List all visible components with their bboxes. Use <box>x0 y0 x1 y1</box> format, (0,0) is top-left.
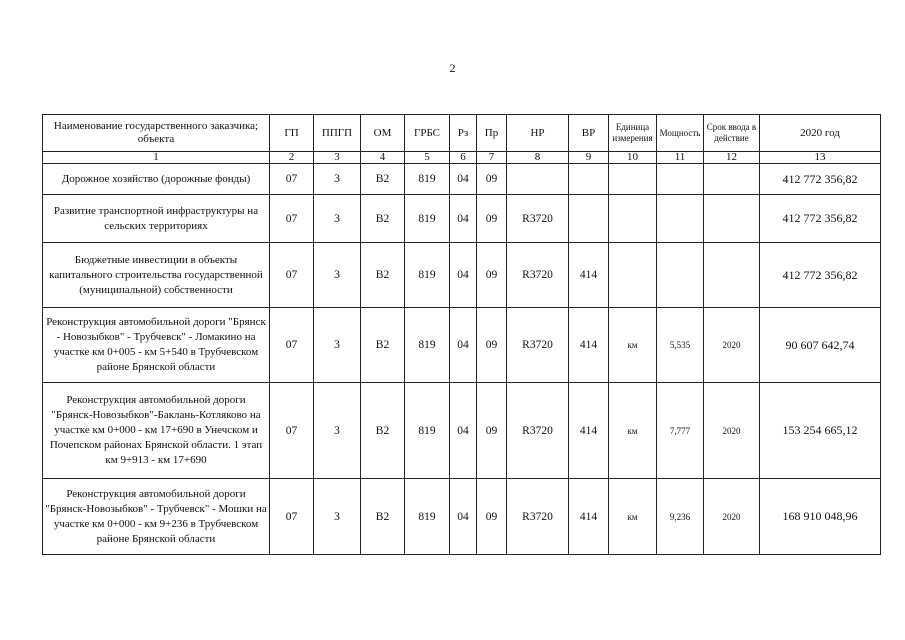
cell-capacity: 5,535 <box>657 308 704 383</box>
column-number: 5 <box>405 152 450 164</box>
cell-nr <box>507 164 569 195</box>
column-number: 12 <box>704 152 760 164</box>
table-row <box>43 383 881 479</box>
cell-amount-2020: 153 254 665,12 <box>760 383 881 479</box>
cell-gp: 07 <box>270 195 314 243</box>
cell-om: В2 <box>361 164 405 195</box>
cell-om: В2 <box>361 243 405 308</box>
cell-grbs: 819 <box>405 308 450 383</box>
table-row <box>43 164 881 195</box>
object-name: Дорожное хозяйство (дорожные фонды) <box>43 164 270 195</box>
header-grbs: ГРБС <box>405 115 450 152</box>
header-capacity: Мощность <box>657 115 704 152</box>
table-row <box>43 308 881 383</box>
cell-pr: 09 <box>477 479 507 555</box>
cell-pr: 09 <box>477 308 507 383</box>
cell-om: В2 <box>361 383 405 479</box>
cell-rz: 04 <box>450 383 477 479</box>
header-vr: ВР <box>569 115 609 152</box>
cell-amount-2020: 412 772 356,82 <box>760 164 881 195</box>
column-number: 6 <box>450 152 477 164</box>
table-row <box>43 243 881 308</box>
cell-rz: 04 <box>450 164 477 195</box>
cell-grbs: 819 <box>405 164 450 195</box>
cell-om: В2 <box>361 308 405 383</box>
object-name: Бюджетные инвестиции в объекты капитального строительства государственной (муниципальной) собственности <box>43 243 270 308</box>
cell-rz: 04 <box>450 195 477 243</box>
header-unit: Единица измерения <box>609 115 657 152</box>
cell-unit <box>609 243 657 308</box>
cell-rz: 04 <box>450 243 477 308</box>
cell-gp: 07 <box>270 479 314 555</box>
column-number: 1 <box>43 152 270 164</box>
cell-rz: 04 <box>450 479 477 555</box>
cell-om: В2 <box>361 479 405 555</box>
cell-ppgp: 3 <box>314 164 361 195</box>
cell-ppgp: 3 <box>314 243 361 308</box>
cell-unit: км <box>609 383 657 479</box>
cell-pr: 09 <box>477 195 507 243</box>
cell-commissioning: 2020 <box>704 308 760 383</box>
header-rz: Рз <box>450 115 477 152</box>
column-number: 10 <box>609 152 657 164</box>
object-name: Реконструкция автомобильной дороги "Брянск-Новозыбков"-Баклань-Котляково на участке км 0+000 - км 17+690 в Унечском и Почепском районах Брянской области. 1 этап км 9+913 - км 17+690 <box>43 383 270 479</box>
cell-grbs: 819 <box>405 195 450 243</box>
cell-ppgp: 3 <box>314 479 361 555</box>
cell-nr: R3720 <box>507 243 569 308</box>
cell-grbs: 819 <box>405 479 450 555</box>
cell-ppgp: 3 <box>314 383 361 479</box>
cell-vr: 414 <box>569 383 609 479</box>
cell-commissioning: 2020 <box>704 479 760 555</box>
cell-gp: 07 <box>270 308 314 383</box>
cell-unit <box>609 195 657 243</box>
column-number: 4 <box>361 152 405 164</box>
cell-amount-2020: 168 910 048,96 <box>760 479 881 555</box>
cell-nr: R3720 <box>507 195 569 243</box>
cell-commissioning <box>704 243 760 308</box>
cell-vr: 414 <box>569 479 609 555</box>
header-name: Наименование государственного заказчика; объекта <box>43 115 270 152</box>
table-row <box>43 479 881 555</box>
cell-capacity <box>657 243 704 308</box>
cell-gp: 07 <box>270 383 314 479</box>
cell-pr: 09 <box>477 164 507 195</box>
column-number-row <box>43 152 881 164</box>
table-row <box>43 195 881 243</box>
column-number: 9 <box>569 152 609 164</box>
cell-nr: R3720 <box>507 383 569 479</box>
cell-nr: R3720 <box>507 479 569 555</box>
column-number: 8 <box>507 152 569 164</box>
object-name: Развитие транспортной инфраструктуры на сельских территориях <box>43 195 270 243</box>
header-ppgp: ППГП <box>314 115 361 152</box>
header-commissioning: Срок ввода в действие <box>704 115 760 152</box>
cell-capacity: 9,236 <box>657 479 704 555</box>
header-2020: 2020 год <box>760 115 881 152</box>
cell-nr: R3720 <box>507 308 569 383</box>
header-pr: Пр <box>477 115 507 152</box>
header-row <box>43 115 881 152</box>
cell-unit: км <box>609 308 657 383</box>
column-number: 11 <box>657 152 704 164</box>
header-gp: ГП <box>270 115 314 152</box>
cell-gp: 07 <box>270 243 314 308</box>
cell-vr <box>569 164 609 195</box>
column-number: 13 <box>760 152 881 164</box>
cell-gp: 07 <box>270 164 314 195</box>
cell-vr: 414 <box>569 308 609 383</box>
column-number: 3 <box>314 152 361 164</box>
cell-rz: 04 <box>450 308 477 383</box>
cell-commissioning <box>704 164 760 195</box>
cell-commissioning <box>704 195 760 243</box>
cell-vr: 414 <box>569 243 609 308</box>
cell-ppgp: 3 <box>314 308 361 383</box>
cell-capacity <box>657 195 704 243</box>
cell-unit: км <box>609 479 657 555</box>
cell-capacity: 7,777 <box>657 383 704 479</box>
cell-grbs: 819 <box>405 383 450 479</box>
object-name: Реконструкция автомобильной дороги "Брянск - Новозыбков" - Трубчевск" - Ломакино на участке км 0+005 - км 5+540 в Трубчевском районе Брянской области <box>43 308 270 383</box>
cell-ppgp: 3 <box>314 195 361 243</box>
cell-vr <box>569 195 609 243</box>
cell-commissioning: 2020 <box>704 383 760 479</box>
object-name: Реконструкция автомобильной дороги "Брянск-Новозыбков" - Трубчевск" - Мошки на участке км 0+000 - км 9+236 в Трубчевском районе Брянской области <box>43 479 270 555</box>
page-number: 2 <box>449 61 456 75</box>
cell-pr: 09 <box>477 383 507 479</box>
cell-amount-2020: 412 772 356,82 <box>760 243 881 308</box>
cell-capacity <box>657 164 704 195</box>
cell-amount-2020: 90 607 642,74 <box>760 308 881 383</box>
cell-grbs: 819 <box>405 243 450 308</box>
cell-pr: 09 <box>477 243 507 308</box>
column-number: 2 <box>270 152 314 164</box>
cell-amount-2020: 412 772 356,82 <box>760 195 881 243</box>
cell-om: В2 <box>361 195 405 243</box>
column-number: 7 <box>477 152 507 164</box>
header-om: ОМ <box>361 115 405 152</box>
cell-unit <box>609 164 657 195</box>
header-nr: НР <box>507 115 569 152</box>
budget-table <box>42 114 881 555</box>
